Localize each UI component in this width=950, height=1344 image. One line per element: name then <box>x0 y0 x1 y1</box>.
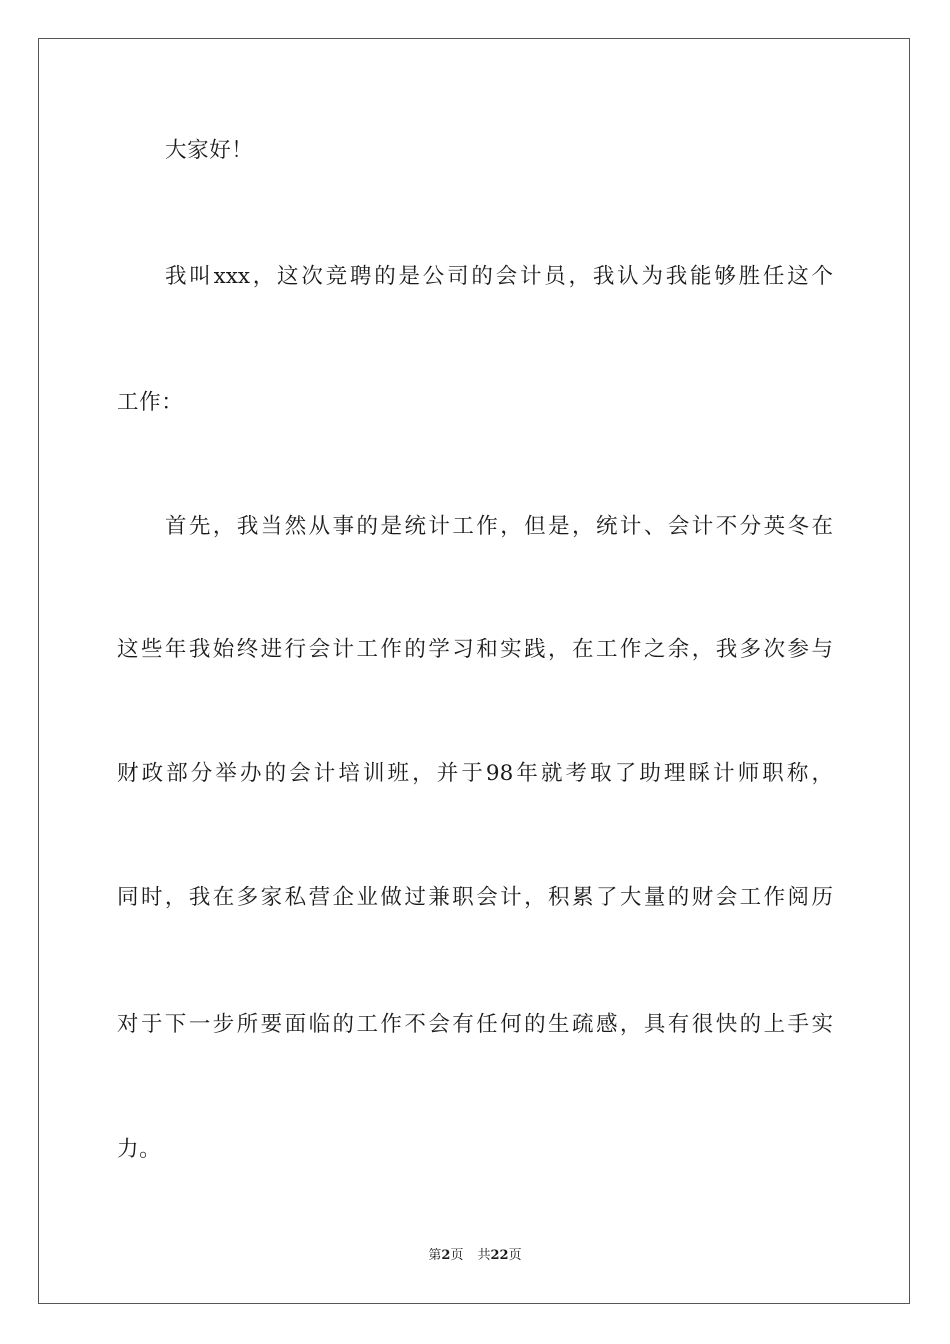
total-pages: 22 <box>490 1248 509 1263</box>
body-line-1: 我叫xxx，这次竞聘的是公司的会计员，我认为我能够胜任这个 <box>165 264 833 289</box>
total-prefix: 共 <box>477 1248 491 1263</box>
body-line-4: 这些年我始终进行会计工作的学习和实践，在工作之余，我多次参与 <box>117 637 833 662</box>
body-line-6: 同时，我在多家私营企业做过兼职会计，积累了大量的财会工作阅历 <box>117 885 833 910</box>
page-prefix: 第 <box>428 1248 442 1263</box>
page-border <box>38 38 910 1304</box>
total-suffix: 页 <box>508 1248 522 1263</box>
greeting-line: 大家好！ <box>165 138 254 163</box>
body-line-2: 工作： <box>117 390 184 415</box>
page-suffix: 页 <box>450 1248 464 1263</box>
body-line-7: 对于下一步所要面临的工作不会有任何的生疏感，具有很快的上手实 <box>117 1012 833 1037</box>
body-line-5: 财政部分举办的会计培训班，并于98年就考取了助理睬计师职称， <box>117 761 833 786</box>
page-number: 2 <box>441 1248 451 1263</box>
body-line-8: 力。 <box>117 1137 162 1162</box>
body-line-3: 首先，我当然从事的是统计工作，但是，统计、会计不分英冬在 <box>165 514 833 539</box>
page-footer <box>0 1247 950 1265</box>
